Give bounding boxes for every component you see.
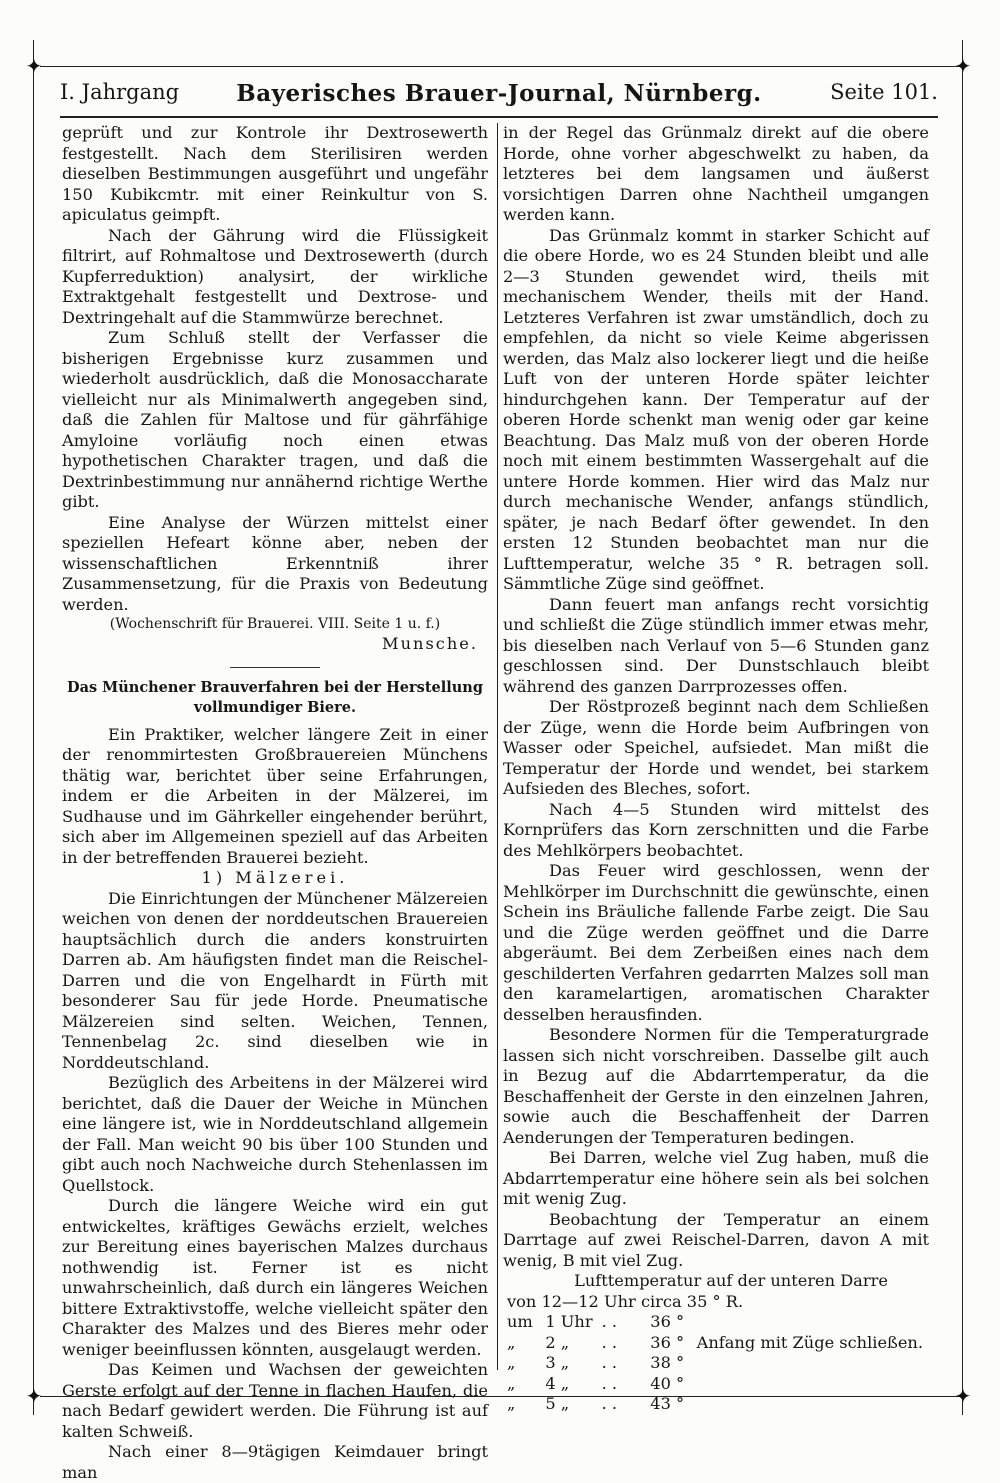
paragraph: Das Grünmalz kommt in starker Schicht auf die obere Horde, wo es 24 Stunden bleibt und alle 2—3 Stunden gewendet wird, theils mit mechanischem Wender, theils mit der Hand. Letzteres Verfahren ist zwar umständlich, doch zu empfehlen, da nicht so viele Keime abgerissen werden, das Malz also lockerer liegt und die heiße Luft von der unteren Horde später leichter hindurchgehen kann. Der Temperatur auf der oberen Horde schenkt man wenig oder gar keine Beachtung. Das Malz muß von der oberen Horde noch mit einem bestimmten Wassergehalt auf die untere Horde kommen. Hier wird das Malz nur durch mechanische Wender, anfangs stündlich, später, je nach Bedarf öfter gewendet. In den ersten 12 Stunden beobachtet man nur die Lufttemperatur, welche 35 ° R. betragen soll. Sämmtliche Züge sind geöffnet. (503, 225, 929, 593)
table-cell: „ (507, 1394, 516, 1413)
table-cell: um (507, 1312, 533, 1331)
table-row (507, 1333, 929, 1354)
author-signature: Munsche. (382, 634, 478, 653)
table-cell: „ (507, 1353, 516, 1372)
table-title: Lufttemperatur auf der unteren Darre (574, 1271, 888, 1290)
paragraph: Beobachtung der Temperatur an einem Darrtage auf zwei Reischel-Darren, davon A mit wenig, B mit viel Zug. (503, 1209, 929, 1270)
table-row (507, 1353, 929, 1374)
volume-label: I. Jahrgang (60, 80, 180, 104)
paragraph: Nach 4—5 Stunden wird mittelst des Kornprüfers das Korn zerschnitten und die Farbe des Mehlkörpers beobachtet. (503, 799, 929, 860)
corner-ornament-icon: ✦ (954, 54, 972, 78)
subheading: 1) Mälzerei. (201, 868, 349, 887)
corner-ornament-icon: ✦ (954, 1384, 972, 1408)
paragraph: Durch die längere Weiche wird ein gut entwickeltes, kräftiges Gewächs erzielt, welches zur Bereitung eines bayerischen Malzes durchaus nothwendig ist. Ferner ist es nicht unwahrscheinlich, daß durch ein längeres Weichen bittere Extraktivstoffe, welche vielleicht später den Charakter des Malzes und des Bieres mehr oder weniger beeinflussen könnten, ausgelaugt werden. (62, 1196, 488, 1359)
header-rule (60, 116, 938, 118)
paragraph: Ein Praktiker, welcher längere Zeit in einer der renommirtesten Großbrauereien Münchens thätig war, berichtet über seine Erfahrungen, indem er die Arbeiten in der Mälzerei, im Sudhause und im Gährkeller eingehender berührt, sich aber im Allgemeinen speziell auf das Arbeiten in der betreffenden Brauerei bezieht. (62, 724, 488, 867)
left-column (62, 123, 488, 1483)
paragraph: Der Röstprozeß beginnt nach dem Schließen der Züge, wenn die Horde beim Aufbringen von Wasser oder Speichel, aufsiedet. Man mißt die Temperatur der Horde und wendet, bei starkem Aufsieden des Bleches, sofort. (503, 697, 929, 798)
table-cell: 36 ° (650, 1312, 685, 1331)
right-column (503, 123, 929, 1415)
page-number: Seite 101. (830, 80, 938, 104)
source-citation: (Wochenschrift für Brauerei. VIII. Seite 1 u. f.) (109, 616, 441, 632)
table-row (507, 1394, 929, 1415)
table-cell: . . (601, 1394, 618, 1413)
page-header (60, 80, 938, 114)
table-cell: 43 ° (650, 1394, 685, 1413)
table-cell: 2 „ (545, 1332, 570, 1352)
paragraph: Besondere Normen für die Temperaturgrade lassen sich nicht vorschreiben. Dasselbe gilt auch in Bezug auf die Abdarrtemperatur, da die Beschaffenheit der Gerste in den einzelnen Jahren, sowie auch die Beschaffenheit der Darren Aenderungen der Temperaturen bedingen. (503, 1025, 929, 1147)
article-title: Das Münchener Brauverfahren bei der Herstellung vollmundiger Biere. (67, 678, 483, 716)
paragraph: Bezüglich des Arbeitens in der Mälzerei wird berichtet, daß die Dauer der Weiche in München eine längere ist, wie in Norddeutschland allgemein der Fall. Man weicht 90 bis über 100 Stunden und gibt auch noch Nachweiche durch Stehenlassen im Quellstock. (62, 1073, 488, 1195)
table-cell: „ (507, 1332, 516, 1352)
frame-top-rule (40, 66, 960, 67)
table-cell: „ (507, 1373, 516, 1393)
table-row (507, 1374, 929, 1395)
table-cell (697, 1394, 929, 1415)
table-cell: Anfang mit Züge schließen. (696, 1332, 923, 1352)
paragraph: Bei Darren, welche viel Zug haben, muß die Abdarrtemperatur eine höhere sein als bei solchen mit wenig Zug. (503, 1148, 929, 1208)
table-cell: 4 „ (545, 1373, 570, 1393)
table-cell: . . (601, 1353, 618, 1372)
frame-left-rule (33, 40, 34, 1415)
table-cell (697, 1374, 929, 1395)
paragraph: Das Feuer wird geschlossen, wenn der Mehlkörper im Durchschnitt die gewünschte, einen Schein ins Bräuliche fallende Farbe zeigt. Die Sau und die Züge werden geöffnet und die Darre abgeräumt. Bei dem Zerbeißen eines nach dem geschilderten Verfahren gedarrten Malzes soll man den karamelartigen, aromatischen Charakter desselben herausfinden. (503, 861, 929, 1024)
column-divider (497, 123, 498, 1370)
table-cell: 38 ° (650, 1353, 685, 1372)
paragraph: Eine Analyse der Würzen mittelst einer speziellen Hefeart könne aber, neben der wissenschaftlichen Erkenntniß ihrer Zusammensetzung, für die Praxis von Bedeutung werden. (62, 512, 488, 614)
paragraph: in der Regel das Grünmalz direkt auf die obere Horde, ohne vorher abgeschwelkt zu haben, da letzteres bei dem langsamen und äußerst vorsichtigen Darren ohne Nachtheil umgangen werden kann. (503, 123, 929, 224)
table-cell: . . (601, 1373, 618, 1393)
paragraph: Nach der Gährung wird die Flüssigkeit filtrirt, auf Rohmaltose und Dextrosewerth (durch Kupferreduktion) analysirt, der wirkliche Extraktgehalt festgestellt und Dextrose- und Dextringehalt auf die Stammwürze berechnet. (62, 225, 488, 327)
table-cell: . . (601, 1312, 618, 1331)
frame-right-rule (962, 40, 963, 1415)
table-cell: . . (601, 1332, 618, 1352)
corner-ornament-icon: ✦ (25, 54, 43, 78)
table-row (507, 1312, 929, 1333)
paragraph: Nach einer 8—9tägigen Keimdauer bringt man (62, 1442, 488, 1482)
table-cell: 40 ° (650, 1373, 685, 1393)
table-cell: 3 „ (545, 1353, 570, 1372)
table-first-row: von 12—12 Uhr circa 35 ° R. (507, 1291, 744, 1311)
paragraph: Zum Schluß stellt der Verfasser die bisherigen Ergebnisse kurz zusammen und wiederholt ausdrücklich, daß die Monosaccharate vielleicht nur als Minimalwerth angegeben sind, daß die Zahlen für Maltose und für gährfähige Amyloine vorläufig noch einen etwas hypothetischen Charakter tragen, und daß die Dextrinbestimmung nur annähernd richtige Werthe gibt. (62, 328, 488, 511)
journal-title: Bayerisches Brauer-Journal, Nürnberg. (236, 80, 762, 107)
paragraph: Dann feuert man anfangs recht vorsichtig und schließt die Züge stündlich immer etwas mehr, bis dieselben nach Verlauf von 5—6 Stunden ganz geschlossen sind. Der Dunstschlauch bleibt während des ganzen Darrprozesses offen. (503, 594, 929, 696)
corner-ornament-icon: ✦ (25, 1384, 43, 1408)
paragraph: geprüft und zur Kontrole ihr Dextrosewerth festgestellt. Nach dem Sterilisiren werden dieselben Bestimmungen ausgeführt und ungefähr 150 Kubikcmtr. mit einer Reinkultur von S. apiculatus geimpft. (62, 123, 488, 224)
paragraph: Die Einrichtungen der Münchener Mälzereien weichen von denen der norddeutschen Brauereien hauptsächlich durch die anders konstruirten Darren ab. Am häufigsten findet man die Reischel-Darren und die von Engelhardt in Fürth mit besonderer Sau für jede Horde. Pneumatische Mälzereien sind selten. Weichen, Tennen, Tennenbelag 2c. sind dieselben wie in Norddeutschland. (62, 888, 488, 1072)
paragraph: Das Keimen und Wachsen der geweichten Gerste erfolgt auf der Tenne in flachen Haufen, die nach Bedarf gewidert werden. Die Führung ist auf kalten Schweiß. (62, 1360, 488, 1441)
section-divider (230, 667, 320, 668)
temperature-table (507, 1312, 929, 1415)
table-cell (697, 1353, 929, 1374)
table-cell: 5 „ (545, 1394, 570, 1413)
table-cell: 1 Uhr (545, 1312, 593, 1331)
table-cell (697, 1312, 929, 1333)
table-cell: 36 ° (650, 1332, 685, 1352)
